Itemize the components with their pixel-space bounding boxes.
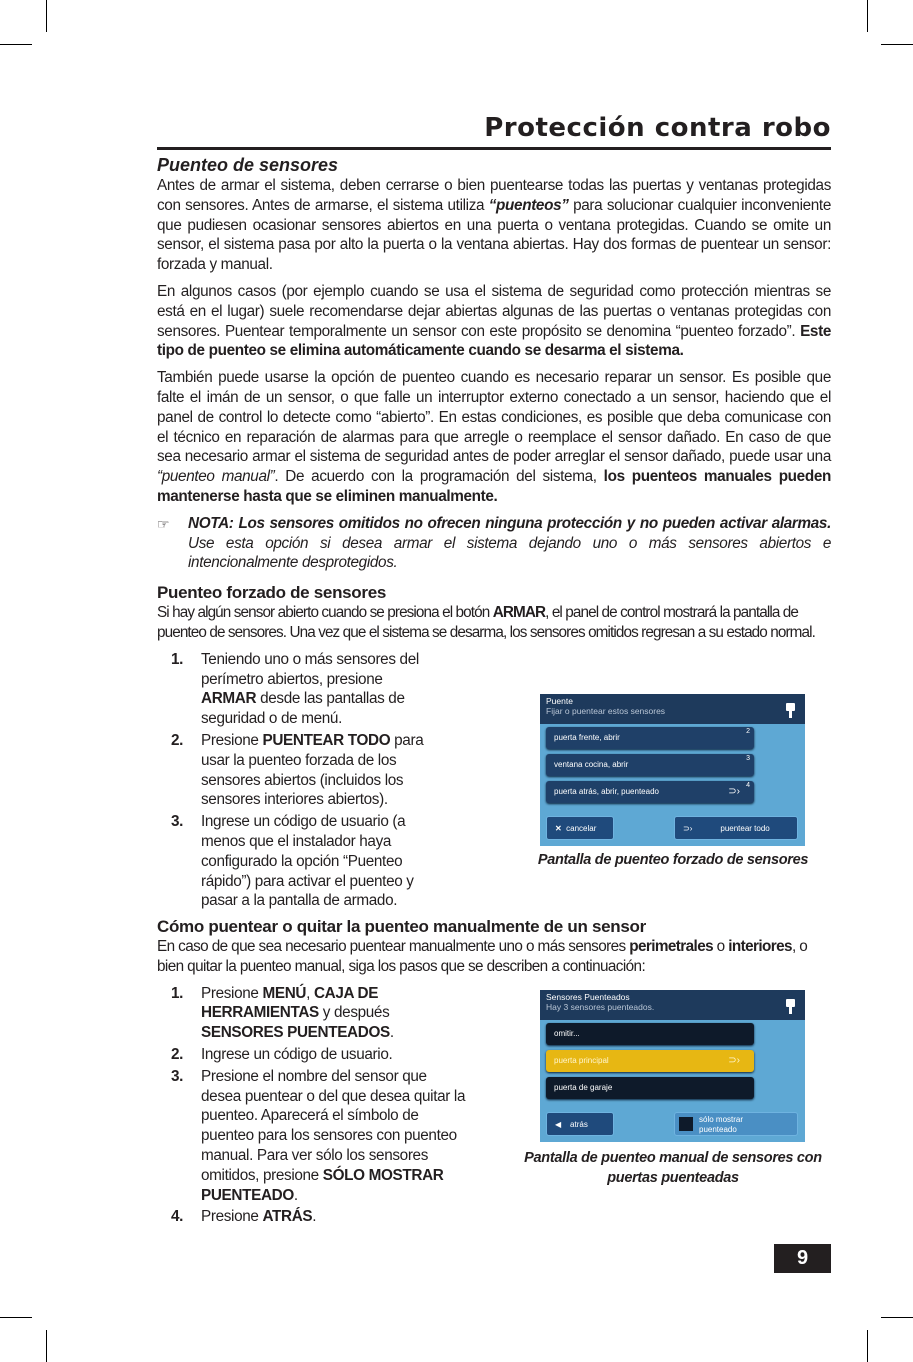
crop-mark — [881, 1317, 913, 1318]
sensor-row[interactable] — [546, 1077, 754, 1099]
text-segment: perimetrales — [629, 938, 714, 956]
text-segment: Presione — [201, 984, 263, 1002]
step-number: 2. — [171, 731, 184, 749]
text-segment: desde las pantallas de seguridad o de menú. — [201, 690, 405, 728]
text-segment: Use esta opción si desea armar el sistema dejando uno o más sensores abiertos e intencionalmente desprotegidos. — [188, 534, 831, 572]
step-number: 1. — [171, 650, 184, 668]
figure-caption: Pantalla de puenteo forzado de sensores — [537, 851, 809, 868]
step-item — [157, 1067, 467, 1206]
text-segment: “puenteos” — [488, 196, 569, 214]
close-icon: ✕ — [555, 823, 562, 833]
crop-mark — [867, 0, 868, 32]
text-segment: En algunos casos (por ejemplo cuando se usa el sistema de seguridad como protección mientras se está en el lugar) suele recomendarse dejar abiertas algunas de las puertas o ventanas protegidas con sensores. Puentear temporalmente un sensor con este propósito se denomina “puenteo forzado”. — [157, 282, 831, 340]
left-arrow-icon: ◀ — [555, 1119, 562, 1129]
text-segment: . — [293, 1186, 298, 1204]
bypass-icon: ⊃› — [728, 1054, 740, 1066]
step-item — [157, 1207, 467, 1227]
text-segment: y después — [318, 1004, 390, 1022]
manual-bypass-section — [157, 984, 831, 1228]
bypass-icon: ⊃› — [683, 823, 693, 833]
step-text — [201, 731, 437, 810]
screen-subtitle: Hay 3 sensores puenteados. — [546, 1001, 655, 1012]
omit-row[interactable] — [546, 1023, 754, 1045]
sensor-number: 2 — [746, 727, 750, 735]
text-segment: Presione — [201, 731, 263, 749]
paragraph — [157, 176, 831, 275]
step-number: 2. — [171, 1046, 184, 1064]
sensor-row[interactable] — [546, 754, 754, 776]
section-heading: Cómo puentear o quitar la puenteo manualmente de un sensor — [157, 917, 646, 937]
bypass-screen — [540, 694, 805, 846]
sensor-label: puerta frente, abrir — [554, 732, 620, 742]
text-segment: CAJA DE HERRAMIENTAS — [201, 984, 379, 1022]
sensor-number: 4 — [746, 781, 750, 789]
step-text — [201, 1207, 316, 1227]
step-item — [157, 812, 437, 911]
text-segment: NOTA: Los sensores omitidos no ofrecen ninguna protección y no pueden activar alarmas. — [188, 514, 831, 532]
plug-icon — [786, 995, 795, 1013]
screen-subtitle: Fijar o puentear estos sensores — [546, 705, 666, 716]
note-text — [188, 514, 831, 573]
cancel-label: cancelar — [566, 823, 597, 833]
checkbox[interactable] — [679, 1117, 693, 1131]
text-segment: Si hay algún sensor abierto cuando se presiona el botón — [157, 604, 493, 622]
text-segment: PUENTEAR TODO — [262, 731, 391, 749]
show-only-label: sólo mostrar puenteado — [699, 1114, 744, 1134]
figure-caption: Pantalla de puenteo manual de sensores con puertas puenteadas — [524, 1149, 822, 1186]
screen-title: Sensores Puenteados — [546, 991, 630, 1002]
crop-mark — [46, 0, 47, 32]
section-heading: Puenteo de sensores — [157, 155, 339, 175]
text-segment: SENSORES PUENTEADOS — [201, 1024, 390, 1042]
text-segment: ARMAR — [492, 604, 546, 622]
text-segment: Ingrese un código de usuario. — [201, 1046, 393, 1064]
sensor-label: ventana cocina, abrir — [554, 759, 629, 769]
steps-list — [157, 650, 437, 911]
paragraph — [157, 603, 831, 643]
crop-mark — [881, 44, 913, 45]
text-segment: También puede usarse la opción de puenteo cuando es necesario reparar un sensor. Es posible que falte el imán de un sensor, o que falle un interruptor externo conectado a un sensor, haciendo que el panel de control lo detecte como “abierto”. En estas condiciones, es posible que deba comunicase con el técnico en reparación de alarmas para que arregle o reemplace el sensor dañado. En caso de que sea necesario armar el sistema de seguridad antes de poder arreglar el sensor dañado, puede usar una — [157, 369, 831, 466]
step-text — [201, 650, 437, 729]
sensor-label: puerta atrás, abrir, puenteado — [554, 786, 659, 796]
show-only-bypassed-toggle[interactable] — [674, 1112, 798, 1136]
sensor-label: omitir... — [554, 1028, 580, 1038]
sensor-label: puerta de garaje — [554, 1082, 613, 1092]
bypass-icon: ⊃› — [728, 785, 740, 797]
text-segment: Presione el nombre del sensor que desea puentear o del que desea quitar la puenteo. Aparecerá el símbolo de puenteo para los sensores con puenteo manual. Para ver sólo los sensores omitidos, presione — [201, 1067, 466, 1184]
step-item — [157, 984, 467, 1043]
text-segment: . — [312, 1208, 317, 1226]
text-segment: . — [389, 1024, 394, 1042]
text-segment: Presione — [201, 1208, 263, 1226]
text-segment: para usar la puenteo forzada de los sensores abiertos (incluidos los sensores interiores abiertos). — [201, 731, 424, 809]
step-number: 3. — [171, 1067, 184, 1085]
sensor-number: 3 — [746, 754, 750, 762]
text-segment: . De acuerdo con la programación del sistema, — [274, 468, 604, 486]
plug-icon — [786, 699, 795, 717]
step-text — [201, 1045, 392, 1065]
text-segment: Antes de armar el sistema, deben cerrarse o bien puentearse todas las puertas y ventanas protegidas con sensores. Antes de armarse, el sistema utiliza — [157, 177, 831, 214]
back-label: atrás — [570, 1119, 588, 1129]
text-segment: , — [306, 984, 314, 1002]
paragraph — [157, 368, 831, 507]
bypass-all-button[interactable] — [674, 816, 798, 840]
screen-header — [540, 990, 805, 1020]
text-segment: Teniendo uno o más sensores del perímetro abiertos, presione — [201, 650, 419, 688]
step-text — [201, 984, 467, 1043]
crop-mark — [0, 1317, 32, 1318]
sensor-row[interactable] — [546, 727, 754, 749]
sensor-row-selected[interactable] — [546, 1050, 754, 1072]
text-segment: “puenteo manual” — [157, 468, 275, 486]
step-number: 4. — [171, 1208, 184, 1226]
step-item — [157, 650, 437, 729]
crop-mark — [46, 1330, 47, 1362]
step-number: 1. — [171, 984, 184, 1002]
back-button[interactable] — [546, 1112, 614, 1136]
text-segment: MENÚ — [262, 984, 307, 1002]
title-rule — [157, 147, 831, 150]
screen-title: Puente — [546, 695, 573, 706]
text-segment: para solucionar cualquier inconveniente que pudiesen ocasionar sensores abiertos en una puerta o ventana protegidas. Cuando se omite un sensor, el sistema pasa por alto la puerta o la ventana abiertas. Hay dos formas de puentear un sensor: forzada y manual. — [157, 196, 831, 274]
step-text — [201, 812, 437, 911]
screen-header — [540, 694, 805, 724]
bypassed-sensors-screen — [540, 990, 805, 1142]
page-title: Protección contra robo — [484, 113, 831, 143]
text-segment: ATRÁS — [262, 1208, 313, 1226]
section-heading: Puenteo forzado de sensores — [157, 583, 387, 603]
cancel-button[interactable] — [546, 816, 614, 840]
step-text — [201, 1067, 467, 1206]
text-segment: , o bien quitar la puenteo manual, siga los pasos que se describen a continuación: — [157, 938, 808, 975]
step-item — [157, 1045, 467, 1065]
paragraph — [157, 937, 831, 977]
text-segment: o — [713, 938, 729, 956]
text-segment: ARMAR — [201, 690, 257, 708]
text-segment: , el panel de control mostrará la pantalla de puenteo de sensores. Una vez que el sistema se desarma, los sensores omitidos regresan a su estado normal. — [157, 604, 815, 641]
paragraph — [157, 282, 831, 361]
text-segment: los puenteos manuales pueden mantenerse hasta que se eliminen manualmente. — [157, 468, 831, 505]
text-segment: En caso de que sea necesario puentear manualmente uno o más sensores — [157, 938, 630, 956]
text-segment: SÓLO MOSTRAR PUENTEADO — [201, 1166, 444, 1204]
sensor-row[interactable] — [546, 781, 754, 803]
crop-mark — [0, 44, 32, 45]
text-segment: Este tipo de puenteo se elimina automáticamente cuando se desarma el sistema. — [157, 322, 831, 360]
crop-mark — [867, 1330, 868, 1362]
pointing-hand-icon: ☞ — [157, 515, 170, 532]
page-number: 9 — [774, 1244, 831, 1273]
text-segment: Ingrese un código de usuario (a menos que el instalador haya configurado la opción “Puenteo rápido”) para activar el puenteo y pasar a la pantalla de armado. — [201, 813, 414, 910]
step-number: 3. — [171, 813, 184, 831]
bypass-all-label: puentear todo — [720, 823, 770, 833]
text-segment: interiores — [728, 938, 792, 956]
sensor-label: puerta principal — [554, 1055, 609, 1065]
step-item — [157, 731, 437, 810]
note — [157, 514, 831, 573]
forced-bypass-section — [157, 650, 831, 911]
steps-list — [157, 984, 467, 1228]
